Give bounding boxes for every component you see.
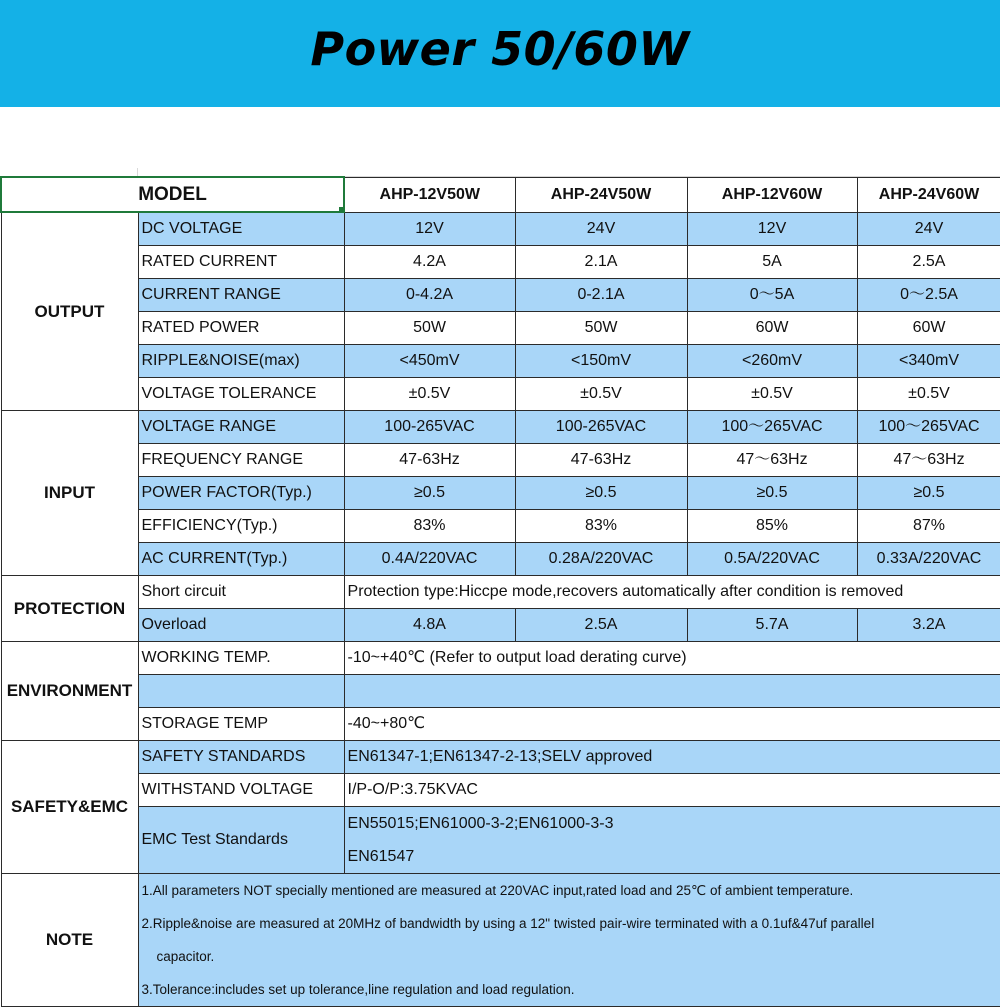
row-label: AC CURRENT(Typ.) [138, 542, 344, 575]
cell-value: 50W [515, 311, 687, 344]
cell-value: 0.5A/220VAC [687, 542, 857, 575]
row-label: STORAGE TEMP [138, 707, 344, 740]
table-row [1, 344, 1000, 377]
spec-table [0, 176, 1000, 1007]
cell-value: 85% [687, 509, 857, 542]
row-label: VOLTAGE RANGE [138, 410, 344, 443]
cell-value: 100～265VAC [687, 410, 857, 443]
cell-value: 60W [857, 311, 1000, 344]
table-row [1, 806, 1000, 873]
cell-value: 2.1A [515, 245, 687, 278]
category-note: NOTE [1, 873, 138, 1006]
table-row [1, 773, 1000, 806]
table-row [1, 509, 1000, 542]
model-name: AHP-24V60W [857, 177, 1000, 212]
table-row [1, 575, 1000, 608]
table-row [1, 740, 1000, 773]
cell-value: 100-265VAC [515, 410, 687, 443]
header-row [1, 177, 1000, 212]
short-circuit-text: Protection type:Hiccpe mode,recovers automatically after condition is removed [344, 575, 1000, 608]
cell-value: <450mV [344, 344, 515, 377]
cell-value: 0-4.2A [344, 278, 515, 311]
cell-value: 24V [857, 212, 1000, 245]
table-row [1, 212, 1000, 245]
cell-value: ≥0.5 [515, 476, 687, 509]
row-label: Short circuit [138, 575, 344, 608]
table-row [1, 245, 1000, 278]
category-safety-emc: SAFETY&EMC [1, 740, 138, 873]
cell-value: ±0.5V [857, 377, 1000, 410]
cell-value: 83% [344, 509, 515, 542]
cell-value: ≥0.5 [344, 476, 515, 509]
table-row [1, 410, 1000, 443]
cell-value: 60W [687, 311, 857, 344]
cell-value: ≥0.5 [687, 476, 857, 509]
table-row [1, 278, 1000, 311]
row-label: CURRENT RANGE [138, 278, 344, 311]
page-title: Power 50/60W [0, 22, 1000, 76]
table-row [1, 377, 1000, 410]
cell-value: 47-63Hz [515, 443, 687, 476]
cell-value: 0.33A/220VAC [857, 542, 1000, 575]
table-row [1, 674, 1000, 707]
model-name: AHP-24V50W [515, 177, 687, 212]
note-line: capacitor. [139, 940, 1000, 973]
model-header-cell[interactable] [1, 177, 344, 212]
cell-value: 0.4A/220VAC [344, 542, 515, 575]
cell-value: 47-63Hz [344, 443, 515, 476]
cell-value: <150mV [515, 344, 687, 377]
table-row [1, 542, 1000, 575]
row-label: EFFICIENCY(Typ.) [138, 509, 344, 542]
withstand-voltage-text: I/P-O/P:3.75KVAC [344, 773, 1000, 806]
category-protection: PROTECTION [1, 575, 138, 641]
row-label: WORKING TEMP. [138, 641, 344, 674]
table-row [1, 443, 1000, 476]
cell-value: 87% [857, 509, 1000, 542]
table-row [1, 311, 1000, 344]
cell-value: ±0.5V [687, 377, 857, 410]
row-label: DC VOLTAGE [138, 212, 344, 245]
cell-value: 47～63Hz [687, 443, 857, 476]
category-environment: ENVIRONMENT [1, 641, 138, 740]
safety-standards-text: EN61347-1;EN61347-2-13;SELV approved [344, 740, 1000, 773]
cell-value: ≥0.5 [857, 476, 1000, 509]
cell-value: ±0.5V [515, 377, 687, 410]
model-label: MODEL [138, 184, 207, 205]
cell-value: 3.2A [857, 608, 1000, 641]
row-label: SAFETY STANDARDS [138, 740, 344, 773]
cell-value: 2.5A [857, 245, 1000, 278]
table-row [1, 641, 1000, 674]
table-row [1, 707, 1000, 740]
row-label: POWER FACTOR(Typ.) [138, 476, 344, 509]
table-row [1, 608, 1000, 641]
empty-cell [344, 674, 1000, 707]
model-name: AHP-12V60W [687, 177, 857, 212]
cell-value: 24V [515, 212, 687, 245]
cell-value: 100-265VAC [344, 410, 515, 443]
storage-temp-text: -40~+80℃ [344, 707, 1000, 740]
cell-value: 50W [344, 311, 515, 344]
empty-label [138, 674, 344, 707]
cell-value: 0-2.1A [515, 278, 687, 311]
row-label: RATED CURRENT [138, 245, 344, 278]
row-label: EMC Test Standards [138, 806, 344, 873]
cell-value: 12V [687, 212, 857, 245]
working-temp-text: -10~+40℃ (Refer to output load derating curve) [344, 641, 1000, 674]
note-cell [138, 873, 1000, 1006]
cell-value: <340mV [857, 344, 1000, 377]
table-row [1, 476, 1000, 509]
cell-value: 100～265VAC [857, 410, 1000, 443]
note-line: 1.All parameters NOT specially mentioned are measured at 220VAC input,rated load and 25℃ of ambient temperature. [139, 874, 1000, 907]
emc-line: EN61547 [345, 840, 1000, 873]
cell-value: 47～63Hz [857, 443, 1000, 476]
category-output: OUTPUT [1, 212, 138, 410]
row-label: VOLTAGE TOLERANCE [138, 377, 344, 410]
cell-value: 0～2.5A [857, 278, 1000, 311]
emc-standards-cell [344, 806, 1000, 873]
category-input: INPUT [1, 410, 138, 575]
selection-handle[interactable] [339, 207, 344, 212]
cell-value: 12V [344, 212, 515, 245]
cell-value: ±0.5V [344, 377, 515, 410]
row-label: RATED POWER [138, 311, 344, 344]
row-label: Overload [138, 608, 344, 641]
row-label: FREQUENCY RANGE [138, 443, 344, 476]
table-row [1, 873, 1000, 1006]
row-label: RIPPLE&NOISE(max) [138, 344, 344, 377]
note-line: 2.Ripple&noise are measured at 20MHz of bandwidth by using a 12" twisted pair-wire terminated with a 0.1uf&47uf parallel [139, 907, 1000, 940]
cell-value: 5.7A [687, 608, 857, 641]
model-name: AHP-12V50W [344, 177, 515, 212]
cell-value: 4.2A [344, 245, 515, 278]
note-line: 3.Tolerance:includes set up tolerance,line regulation and load regulation. [139, 973, 1000, 1006]
title-banner [0, 0, 1000, 107]
cell-value: 83% [515, 509, 687, 542]
row-label: WITHSTAND VOLTAGE [138, 773, 344, 806]
cell-value: 5A [687, 245, 857, 278]
cell-value: <260mV [687, 344, 857, 377]
cell-value: 0.28A/220VAC [515, 542, 687, 575]
cell-value: 4.8A [344, 608, 515, 641]
cell-value: 0～5A [687, 278, 857, 311]
cell-value: 2.5A [515, 608, 687, 641]
emc-line: EN55015;EN61000-3-2;EN61000-3-3 [345, 807, 1000, 840]
